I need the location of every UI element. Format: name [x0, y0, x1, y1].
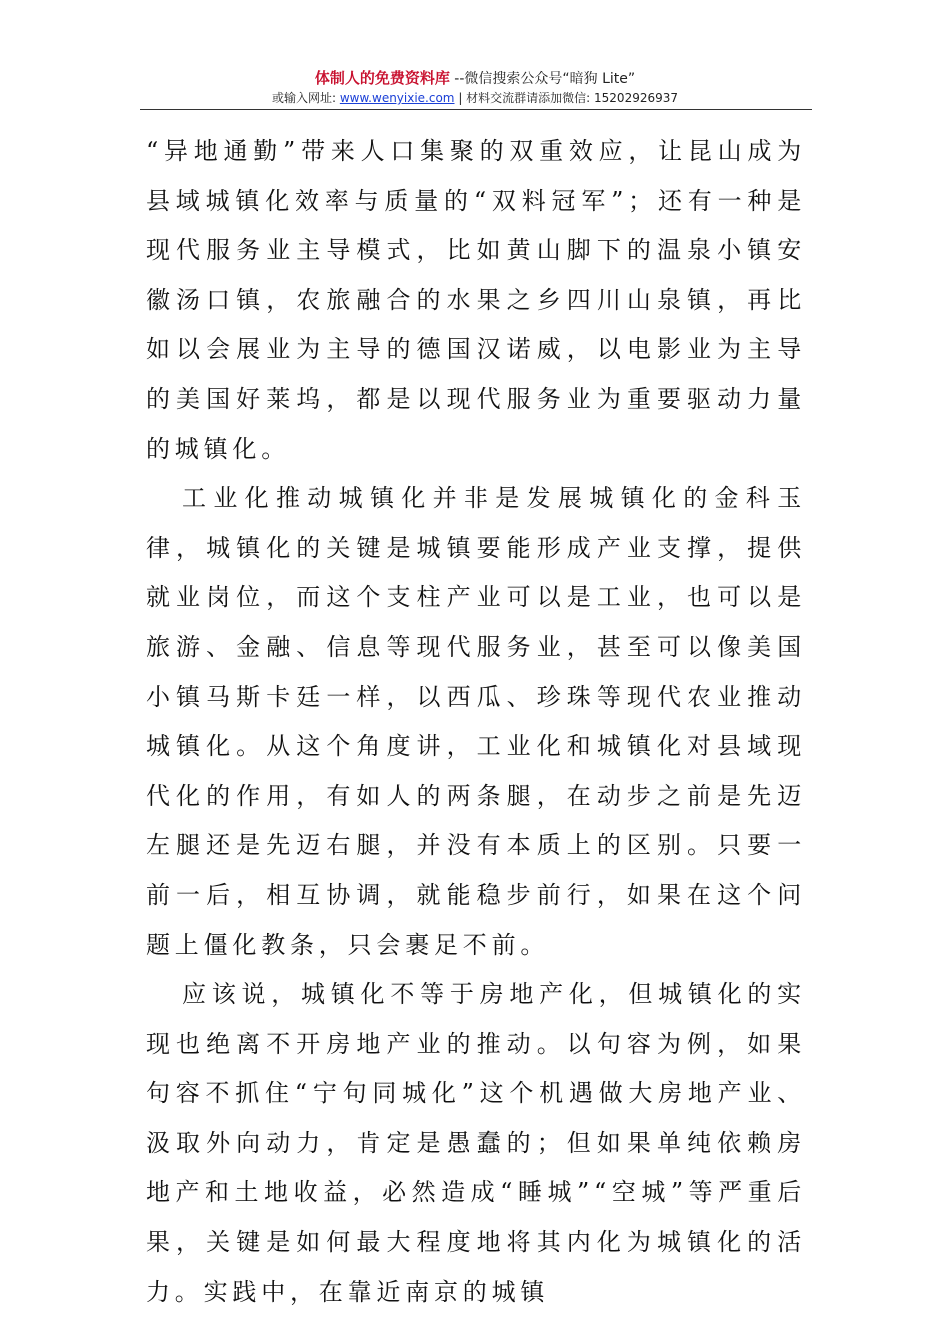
contact-info: | 材料交流群请添加微信: 15202926937 — [454, 91, 679, 105]
header-divider — [140, 109, 812, 110]
website-link[interactable]: www.wenyixie.com — [339, 91, 455, 105]
brand-title: 体制人的免费资料库 — [314, 69, 450, 87]
paragraph-1: “异地通勤”带来人口集聚的双重效应，让昆山成为县域城镇化效率与质量的“双料冠军”；还有一种是现代服务业主导模式，比如黄山脚下的温泉小镇安徽汤口镇，农旅融合的水果之乡四川山泉镇，再比如以会展业为主导的德国汉诺威，以电影业为主导的美国好莱坞，都是以现代服务业为重要驱动力量的城镇化。 — [146, 137, 806, 463]
url-prefix: 或输入网址: — [271, 91, 340, 105]
header-line-brand — [0, 68, 950, 89]
paragraph-3: 应该说，城镇化不等于房地产化，但城镇化的实现也绝离不开房地产业的推动。以句容为例，如果句容不抓住“宁句同城化”这个机遇做大房地产业、汲取外向动力，肯定是愚蠢的；但如果单纯依赖房地产和土地收益，必然造成“睡城”“空城”等严重后果，关键是如何最大程度地将其内化为城镇化的活力。实践中，在靠近南京的城镇 — [146, 980, 806, 1306]
paragraph-2: 工业化推动城镇化并非是发展城镇化的金科玉律，城镇化的关键是城镇要能形成产业支撑，提供就业岗位，而这个支柱产业可以是工业，也可以是旅游、金融、信息等现代服务业，甚至可以像美国小镇马斯卡廷一样，以西瓜、珍珠等现代农业推动城镇化。从这个角度讲，工业化和城镇化对县域现代化的作用，有如人的两条腿，在动步之前是先迈左腿还是先迈右腿，并没有本质上的区别。只要一前一后，相互协调，就能稳步前行，如果在这个问题上僵化教条，只会裹足不前。 — [146, 484, 806, 959]
brand-tagline: --微信搜索公众号“暗狗 Lite” — [449, 71, 636, 87]
document-body — [146, 127, 806, 1317]
header-line-contact — [0, 89, 950, 107]
page-header — [0, 68, 950, 107]
